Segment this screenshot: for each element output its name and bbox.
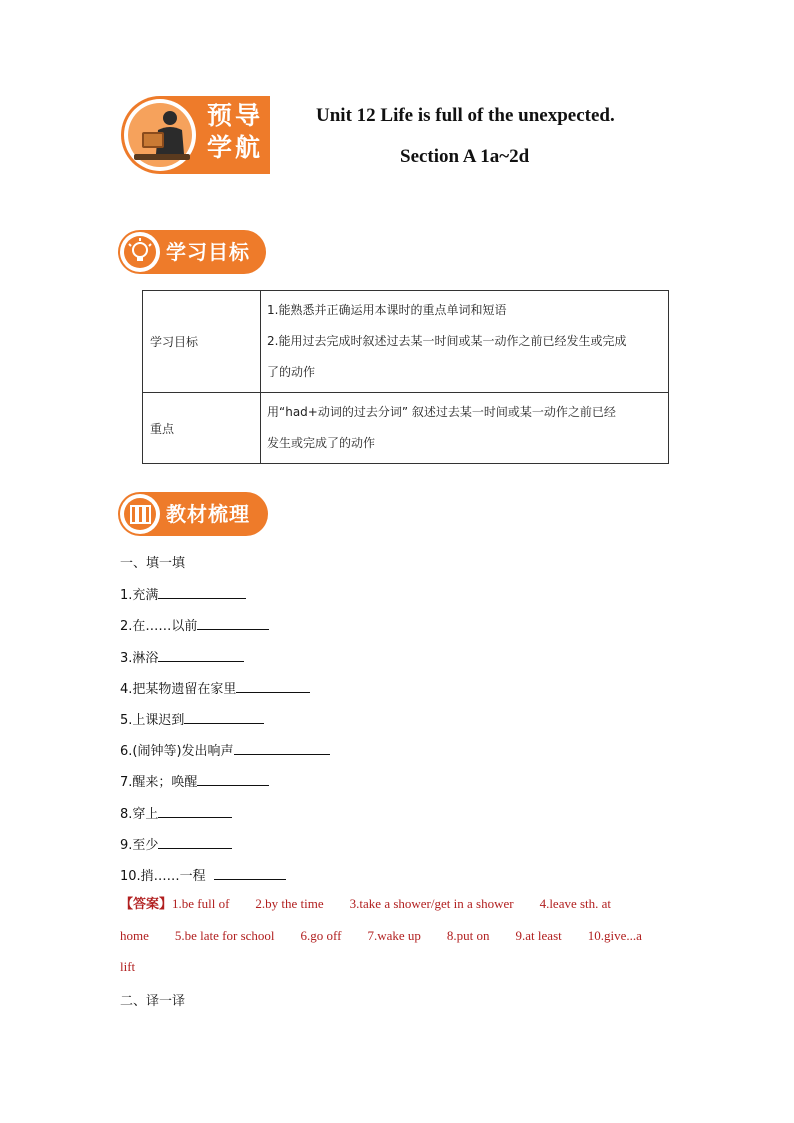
row-head: 学习目标 (143, 291, 261, 393)
row-content (261, 393, 669, 464)
answer-block (120, 888, 680, 982)
part-heading: 二、译一译 (120, 994, 186, 1009)
list-item: 2.在……以前 (120, 615, 269, 634)
section-label: 学习目标 (166, 240, 250, 264)
table-row (143, 393, 669, 464)
preview-badge (120, 96, 270, 176)
answer-item: 8.put on (446, 928, 490, 943)
answer-item: 10.give...a lift (120, 928, 642, 974)
badge-label: 预导学航 (206, 101, 263, 162)
answer-item: 2.by the time (255, 896, 324, 911)
list-item: 10.捎……一程 (120, 865, 286, 884)
table-row (143, 291, 669, 393)
part-heading: 一、填一填 (120, 556, 186, 571)
goal-line: 1.能熟悉并正确运用本课时的重点单词和短语 (267, 303, 507, 317)
list-item: 5.上课迟到 (120, 709, 264, 728)
answer-item: 3.take a shower/get in a shower (349, 896, 514, 911)
goal-line: 用“had+动词的过去分词” 叙述过去某一时间或某一动作之前已经 (267, 405, 616, 419)
answer-item: 7.wake up (367, 928, 421, 943)
list-item: 8.穿上 (120, 803, 232, 822)
list-item: 7.醒来；唤醒 (120, 771, 269, 790)
list-item: 4.把某物遗留在家里 (120, 678, 310, 697)
goal-line: 了的动作 (267, 365, 316, 379)
answer-key-label: 【答案】 (120, 897, 173, 912)
section-label: 教材梳理 (166, 502, 250, 526)
answer-item: 4.leave sth. at home (120, 896, 612, 943)
learning-goals-table (142, 290, 669, 464)
list-item: 6.(闹钟等)发出响声 (120, 740, 330, 759)
answer-item: 5.be late for school (174, 928, 275, 943)
section-title: Section A 1a~2d (400, 146, 530, 167)
list-item: 9.至少 (120, 834, 232, 853)
answer-item: 9.at least (515, 928, 562, 943)
lightbulb-icon (124, 236, 156, 268)
list-item: 3.淋浴 (120, 647, 244, 666)
goal-line: 2.能用过去完成时叙述过去某一时间或某一动作之前已经发生或完成 (267, 334, 627, 348)
section-tag-goals (118, 230, 266, 274)
answer-item: 1.be full of (172, 896, 230, 911)
row-head: 重点 (143, 393, 261, 464)
list-item: 1.充满 (120, 584, 246, 603)
goal-line: 发生或完成了的动作 (267, 436, 376, 450)
unit-title: Unit 12 Life is full of the unexpected. (316, 105, 615, 126)
row-content (261, 291, 669, 393)
section-tag-materials (118, 492, 268, 536)
books-icon (124, 498, 156, 530)
answer-item: 6.go off (300, 928, 342, 943)
